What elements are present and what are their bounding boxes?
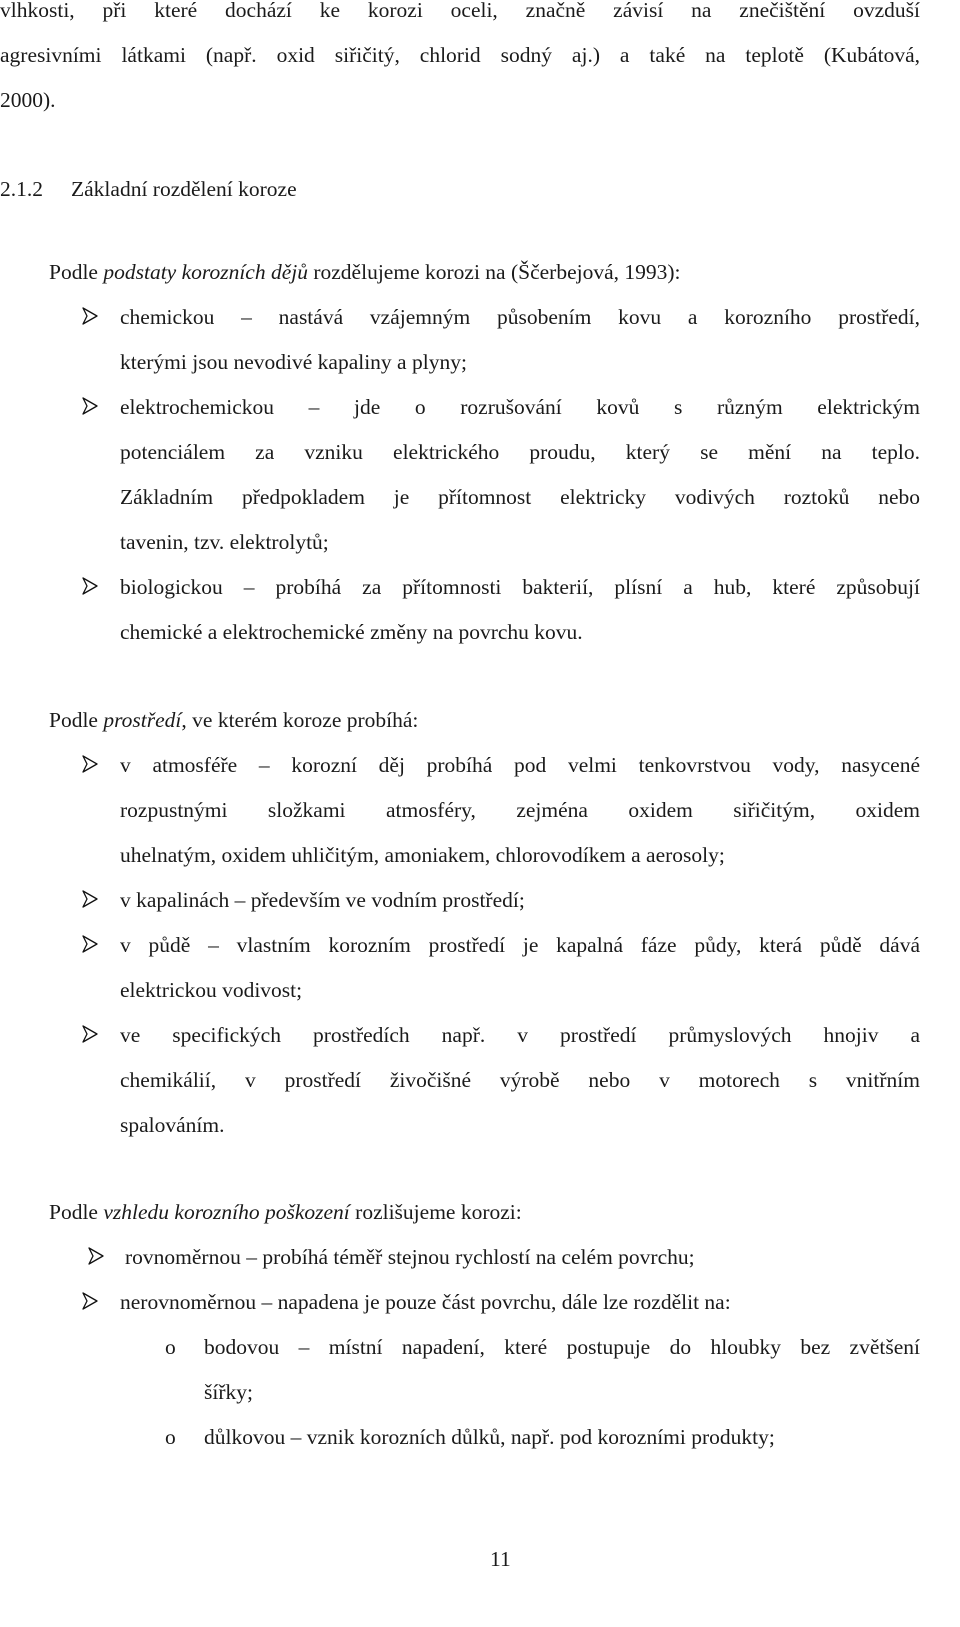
intro-line-3: 2000). xyxy=(0,88,56,112)
p3-subitem-1-line-1: bodovou – místní napadení, které postupuje do hloubky bez zvětšení xyxy=(204,1335,920,1359)
p3-subitem-1-line-2: šířky; xyxy=(204,1380,253,1404)
p1-lead-pre: Podle xyxy=(49,260,104,284)
section-title: Základní rozdělení koroze xyxy=(71,177,297,201)
p1-item-2-line-3: Základním předpokladem je přítomnost elektricky vodivých roztoků nebo xyxy=(120,485,920,509)
p3-item-1-line-1: rovnoměrnou – probíhá téměř stejnou rychlostí na celém povrchu; xyxy=(125,1245,695,1269)
p2-item-4-line-2: chemikálií, v prostředí živočišné výrobě nebo v motorech s vnitřním xyxy=(120,1068,920,1092)
p3-lead xyxy=(49,1198,522,1226)
arrow-bullet-icon xyxy=(80,1024,102,1046)
p1-item-1-line-2: kterými jsou nevodivé kapaliny a plyny; xyxy=(120,350,467,374)
page-number: 11 xyxy=(490,1547,511,1571)
arrow-bullet-icon xyxy=(80,754,102,776)
p1-item-1-line-1: chemickou – nastává vzájemným působením kovu a korozního prostředí, xyxy=(120,305,920,329)
p1-item-2-line-2: potenciálem za vzniku elektrického proudu, který se mění na teplo. xyxy=(120,440,920,464)
arrow-bullet-icon xyxy=(86,1246,108,1268)
p1-item-2-line-1: elektrochemickou – jde o rozrušování kovů s různým elektrickým xyxy=(120,395,920,419)
sub-bullet-marker: o xyxy=(165,1425,176,1449)
p2-item-2-line-1: v kapalinách – především ve vodním prostředí; xyxy=(120,888,525,912)
p1-lead-italic: podstaty korozních dějů xyxy=(103,260,308,284)
p2-item-3-line-2: elektrickou vodivost; xyxy=(120,978,303,1002)
p2-item-1-line-3: uhelnatým, oxidem uhličitým, amoniakem, chlorovodíkem a aerosoly; xyxy=(120,843,725,867)
p3-lead-italic: vzhledu korozního poškození xyxy=(103,1200,350,1224)
arrow-bullet-icon xyxy=(80,396,102,418)
p3-lead-post: rozlišujeme korozi: xyxy=(349,1200,522,1224)
p1-item-2-line-4: tavenin, tzv. elektrolytů; xyxy=(120,530,329,554)
section-heading xyxy=(0,175,297,203)
sub-bullet-marker: o xyxy=(165,1335,176,1359)
p2-item-4-line-3: spalováním. xyxy=(120,1113,225,1137)
intro-line-1: vlhkosti, při které dochází ke korozi oceli, značně závisí na znečištění ovzduší xyxy=(0,0,920,22)
p3-lead-pre: Podle xyxy=(49,1200,104,1224)
p2-item-1-line-1: v atmosféře – korozní děj probíhá pod velmi tenkovrstvou vody, nasycené xyxy=(120,753,920,777)
p3-subitem-2-line-1: důlkovou – vznik korozních důlků, např. pod korozními produkty; xyxy=(204,1425,775,1449)
section-number: 2.1.2 xyxy=(0,177,43,201)
p2-lead xyxy=(49,706,418,734)
p1-lead xyxy=(49,258,681,286)
arrow-bullet-icon xyxy=(80,576,102,598)
p2-item-4-line-1: ve specifických prostředích např. v prostředí průmyslových hnojiv a xyxy=(120,1023,920,1047)
p2-item-3-line-1: v půdě – vlastním korozním prostředí je kapalná fáze půdy, která půdě dává xyxy=(120,933,920,957)
arrow-bullet-icon xyxy=(80,1291,102,1313)
p2-lead-post: , ve kterém koroze probíhá: xyxy=(181,708,419,732)
p1-lead-post: rozdělujeme korozi na (Ščerbejová, 1993): xyxy=(307,260,681,284)
arrow-bullet-icon xyxy=(80,889,102,911)
arrow-bullet-icon xyxy=(80,934,102,956)
p1-item-3-line-1: biologickou – probíhá za přítomnosti bakterií, plísní a hub, které způsobují xyxy=(120,575,920,599)
arrow-bullet-icon xyxy=(80,306,102,328)
p2-lead-pre: Podle xyxy=(49,708,104,732)
p1-item-3-line-2: chemické a elektrochemické změny na povrchu kovu. xyxy=(120,620,583,644)
intro-line-2: agresivními látkami (např. oxid siřičitý, chlorid sodný aj.) a také na teplotě (Kubátová, xyxy=(0,43,920,67)
p3-item-2-line-1: nerovnoměrnou – napadena je pouze část povrchu, dále lze rozdělit na: xyxy=(120,1290,731,1314)
p2-item-1-line-2: rozpustnými složkami atmosféry, zejména oxidem siřičitým, oxidem xyxy=(120,798,920,822)
p2-lead-italic: prostředí xyxy=(103,708,182,732)
